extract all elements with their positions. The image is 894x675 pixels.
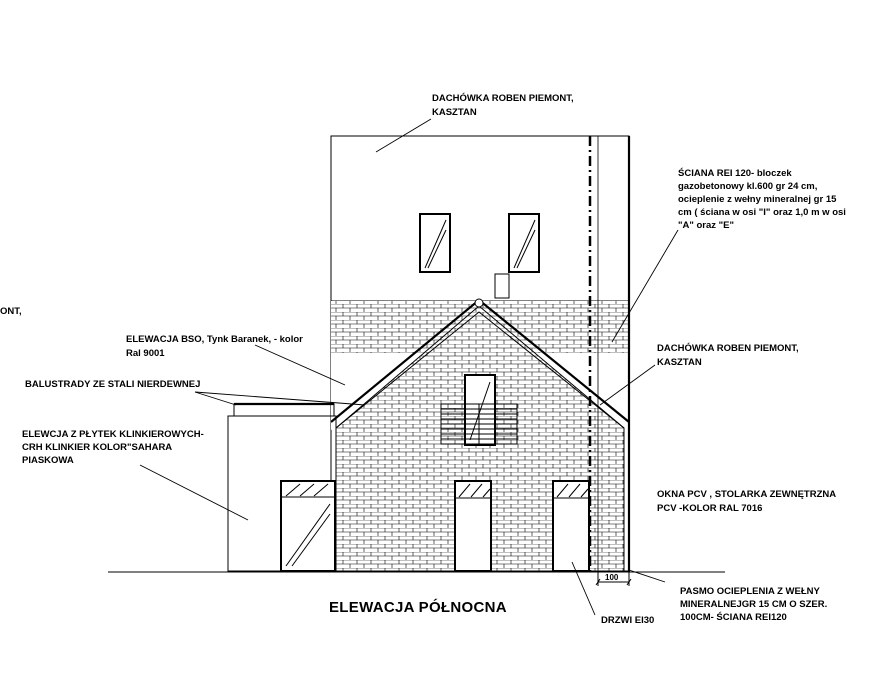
label-insulation: PASMO OCIEPLENIA Z WEŁNY MINERALNEJGR 15 CM O SZER. 100CM- ŚCIANA REI120 [680,586,828,623]
dimension-100 [596,572,631,586]
drawing-title: ELEWACJA PÓŁNOCNA [329,599,507,616]
label-balustrade: BALUSTRADY ZE STALI NIERDEWNEJ [25,379,201,390]
ground-door-center [455,481,491,571]
ground-window-large [281,481,335,571]
dimension-label: 100 [605,573,619,582]
label-door: DRZWI EI30 [601,615,655,626]
upper-window-left [420,214,450,272]
ground-door-right [553,481,589,571]
label-windows: OKNA PCV , STOLARKA ZEWNĘTRZNA PCV -KOLOR RAL 7016 [657,489,836,514]
label-clinker: ELEWCJA Z PŁYTEK KLINKIEROWYCH- CRH KLINKIER KOLOR"SAHARA PIASKOWA [22,429,204,466]
upper-tiled-facade [331,136,629,301]
label-roof-tile-right: DACHÓWKA ROBEN PIEMONT, KASZTAN [657,343,799,368]
label-wall-rei: ŚCIANA REI 120- bloczek gazobetonowy kl.600 gr 24 cm, ocieplenie z wełny mineralnej gr 15 cm ( ściana w osi "I" oraz 1,0 m w osi "A" oraz "E" [678,168,846,231]
label-bso: ELEWACJA BSO, Tynk Baranek, - kolor Ral 9001 [126,334,303,359]
chimney-vent [495,274,509,298]
label-cut-left: ONT, [0,306,22,317]
upper-window-right [509,214,539,272]
label-roof-tile-top: DACHÓWKA ROBEN PIEMONT, KASZTAN [432,93,574,118]
